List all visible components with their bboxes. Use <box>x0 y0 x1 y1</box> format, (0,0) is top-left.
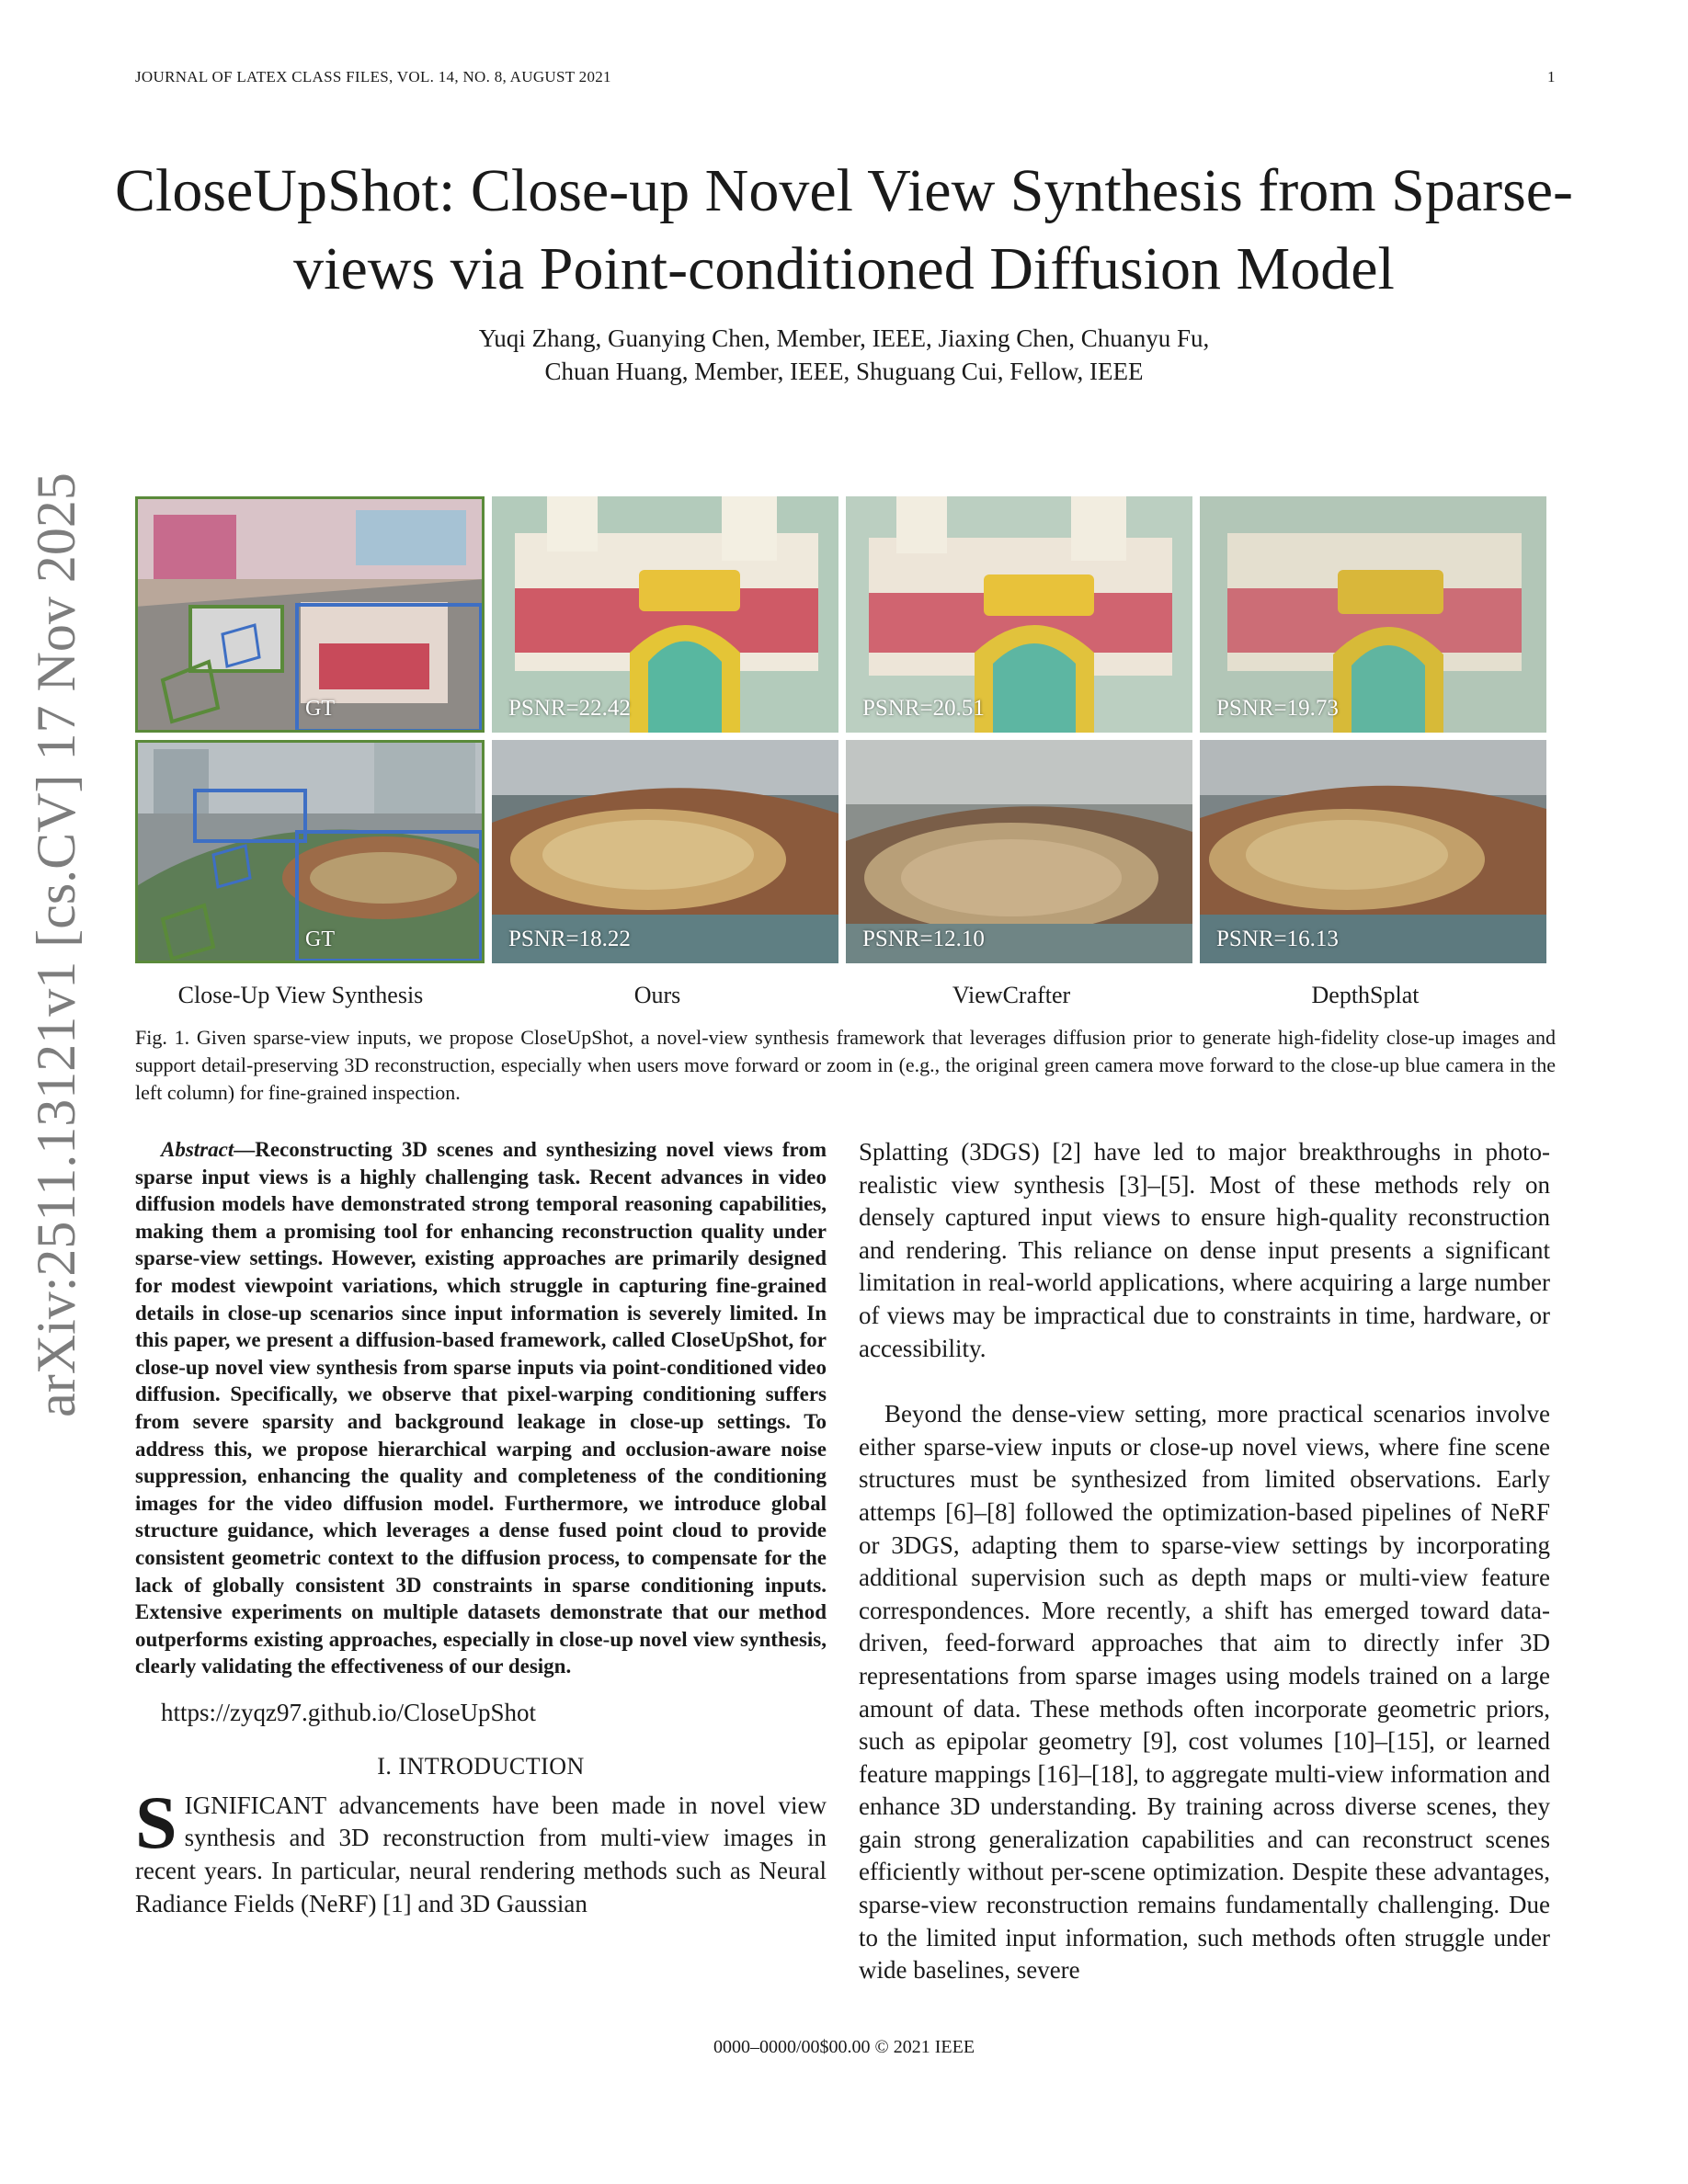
column-label-close-up: Close-Up View Synthesis <box>177 982 424 1008</box>
intro-paragraph-1-continued: Splatting (3DGS) [2] have led to major breakthroughs in photo-realistic view synthesis [3]–[5]. Most of these methods rely on densely captured input views to ensure high-quality reconstruction and rendering. This reliance on dense input presents a significant limitation in real-world applications, where acquiring a large number of views may be impractical due to constraints in time, hardware, or accessibility. <box>859 1138 1550 1362</box>
author-list <box>110 322 1578 388</box>
psnr-ours-garden: PSNR=18.22 <box>508 927 631 951</box>
depthsplat-panel-garden <box>1200 740 1546 963</box>
viewcrafter-panel-arcade <box>846 496 1192 733</box>
psnr-ours-arcade: PSNR=22.42 <box>508 696 631 721</box>
viewcrafter-panel-garden <box>846 740 1192 963</box>
running-head: JOURNAL OF LATEX CLASS FILES, VOL. 14, NO. 8, AUGUST 2021 <box>135 68 611 85</box>
authors-line-2: Chuan Huang, Member, IEEE, Shuguang Cui, Fellow, IEEE <box>544 358 1144 385</box>
intro-paragraph-2: Beyond the dense-view setting, more practical scenarios involve either sparse-view inputs or close-up novel views, where fine scene structures must be synthesized from limited observations. Early attemps [6]–[8] followed the optimization-based pipelines of NeRF or 3DGS, adapting them to sparse-view settings by incorporating additional supervision such as depth maps or multi-view feature correspondences. More recently, a shift has emerged toward data-driven, feed-forward approaches that aim to directly infer 3D representations from sparse images using models trained on a large amount of data. These methods often incorporate geometric priors, such as epipolar geometry [9], cost volumes [10]–[15], or learned feature mappings [16]–[18], to aggregate multi-view information and enhance 3D understanding. By training across diverse scenes, they gain strong generalization capabilities and can reconstruct scenes efficiently without per-scene optimization. Despite these advantages, sparse-view reconstruction remains fundamentally challenging. Due to the limited input information, such methods often struggle under wide baselines, severe <box>859 1400 1550 1985</box>
left-column <box>135 1136 827 1920</box>
figure-1 <box>135 496 1556 963</box>
psnr-viewcrafter-garden: PSNR=12.10 <box>862 927 985 951</box>
psnr-depthsplat-garden: PSNR=16.13 <box>1216 927 1339 951</box>
page-number: 1 <box>1547 68 1556 85</box>
abstract-label: Abstract <box>161 1138 234 1161</box>
authors-line-1: Yuqi Zhang, Guanying Chen, Member, IEEE, Jiaxing Chen, Chuanyu Fu, <box>478 324 1210 352</box>
gt-panel-arcade <box>135 496 485 733</box>
arxiv-stamp: arXiv:2511.13121v1 [cs.CV] 17 Nov 2025 <box>26 472 86 1417</box>
psnr-viewcrafter-arcade: PSNR=20.51 <box>862 696 985 721</box>
project-url[interactable]: https://zyqz97.github.io/CloseUpShot <box>161 1698 537 1726</box>
drop-cap: S <box>135 1780 177 1864</box>
gt-panel-garden <box>135 740 485 963</box>
intro-paragraph-1 <box>135 1780 827 1920</box>
ours-panel-garden <box>492 740 838 963</box>
copyright-footer: 0000–0000/00$00.00 © 2021 IEEE <box>713 2037 975 2057</box>
gt-label: GT <box>305 927 335 951</box>
gt-label: GT <box>305 697 335 721</box>
abstract <box>135 1136 827 1680</box>
ours-panel-arcade <box>492 496 838 733</box>
figure-caption: Fig. 1. Given sparse-view inputs, we propose CloseUpShot, a novel-view synthesis framework that leverages diffusion prior to generate high-fidelity close-up images and support detail-preserving 3D reconstruction, especially when users move forward or zoom in (e.g., the original green camera move forward to the close-up blue camera in the left column) for fine-grained inspection. <box>135 1026 1556 1104</box>
psnr-depthsplat-arcade: PSNR=19.73 <box>1216 696 1339 721</box>
column-label-ours: Ours <box>633 982 681 1008</box>
intro-para1-text: IGNIFICANT advancements have been made in novel view synthesis and 3D reconstruction from multi-view images in recent years. In particular, neural rendering methods such as Neural Radiance Fields (NeRF) [1] and 3D Gaussian <box>135 1791 827 1917</box>
column-label-depthsplat: DepthSplat <box>1311 982 1420 1008</box>
right-column <box>859 1136 1550 1987</box>
column-label-viewcrafter: ViewCrafter <box>952 982 1071 1008</box>
paper-title: CloseUpShot: Close-up Novel View Synthesis from Sparse-views via Point-conditioned Diffusion Model <box>114 157 1574 302</box>
depthsplat-panel-arcade <box>1200 496 1546 733</box>
section-heading-introduction: I. INTRODUCTION <box>377 1752 585 1780</box>
abstract-text: —Reconstructing 3D scenes and synthesizing novel views from sparse input views is a highly challenging task. Recent advances in video diffusion models have demonstrated strong temporal reasoning capabilities, making them a promising tool for enhancing reconstruction quality under sparse-view settings. However, existing approaches are primarily designed for modest viewpoint variations, which struggle in capturing fine-grained details in close-up scenarios since input information is severely limited. In this paper, we present a diffusion-based framework, called CloseUpShot, for close-up novel view synthesis from sparse inputs via point-conditioned video diffusion. Specifically, we observe that pixel-warping conditioning suffers from severe sparsity and background leakage in close-up settings. To address this, we propose hierarchical warping and occlusion-aware noise suppression, enhancing the quality and completeness of the conditioning images for the video diffusion model. Furthermore, we introduce global structure guidance, which leverages a dense fused point cloud to provide consistent geometric context to the diffusion process, to compensate for the lack of globally consistent 3D constraints in sparse conditioning inputs. Extensive experiments on multiple datasets demonstrate that our method outperforms existing approaches, especially in close-up novel view synthesis, clearly validating the effectiveness of our design. <box>135 1138 827 1678</box>
